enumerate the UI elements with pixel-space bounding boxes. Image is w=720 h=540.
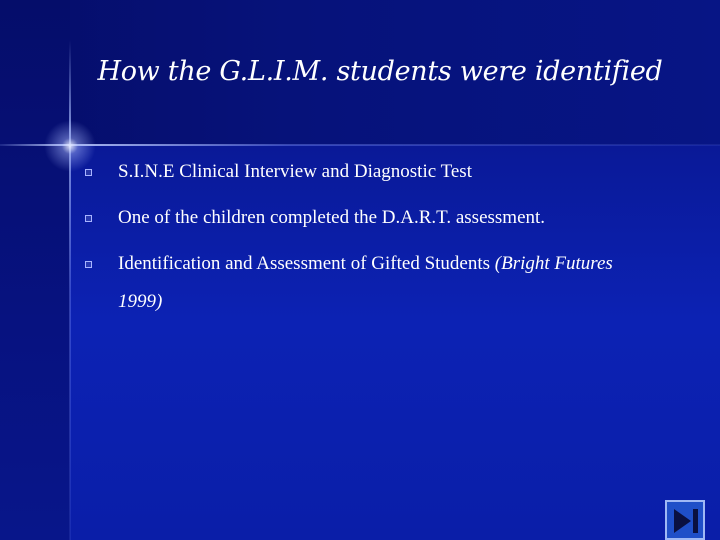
slide-title: How the G.L.I.M. students were identified [97,56,663,87]
square-bullet-icon [85,261,92,268]
play-next-icon [672,508,700,534]
bullet-text [118,245,658,321]
bullet-text [118,153,658,191]
left-band [0,0,70,540]
next-slide-button[interactable] [665,500,705,540]
bullet-plain-text: Identification and Assessment of Gifted Students [118,253,495,274]
bullet-citation: (Bright Futures 1999) [118,253,613,312]
square-bullet-icon [85,215,92,222]
bullet-plain-text: S.I.N.E Clinical Interview and Diagnostic Test [118,161,472,182]
bullet-text [118,199,658,237]
horizontal-accent-line [0,144,720,146]
square-bullet-icon [85,169,92,176]
star-glow [44,120,96,172]
vertical-accent-line [69,40,71,540]
bullet-plain-text: One of the children completed the D.A.R.T. assessment. [118,207,546,228]
